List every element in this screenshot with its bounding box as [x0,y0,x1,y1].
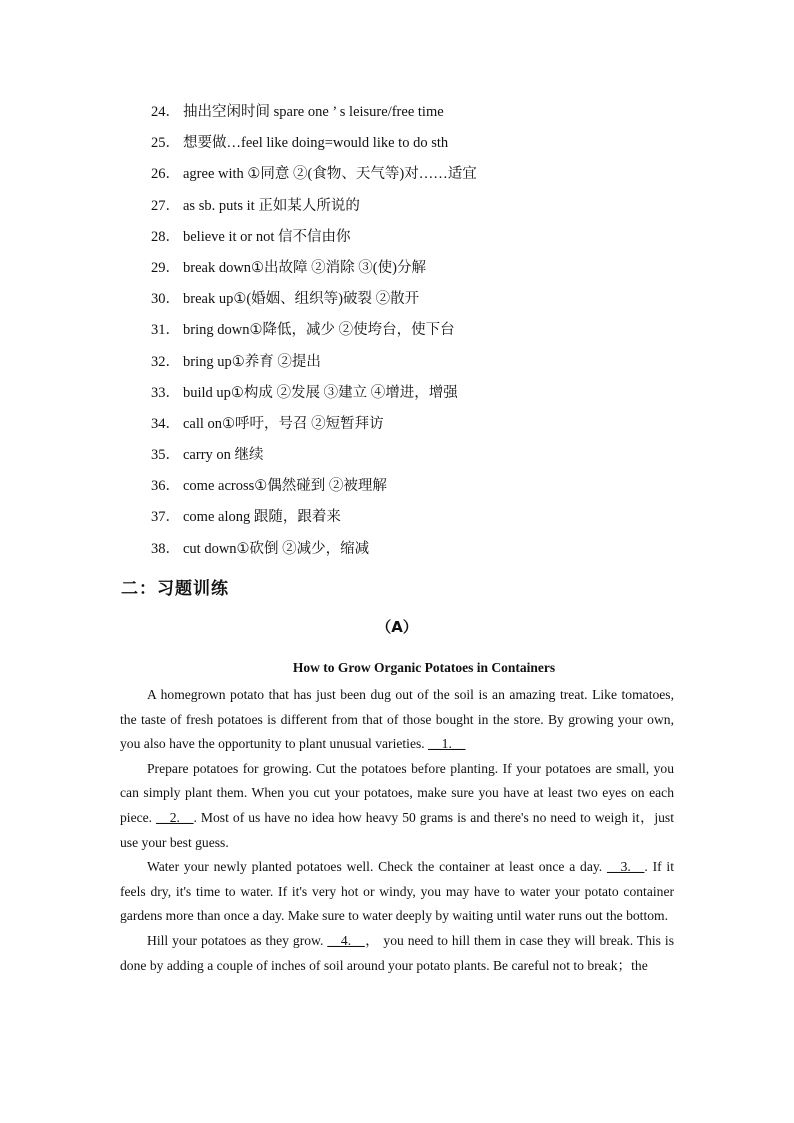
phrase-number: 26． [151,166,180,183]
phrase-number: 34． [151,415,180,432]
phrase-number: 29． [151,259,180,276]
phrase-text: 抽出空闲时间 spare one ’ s leisure/free time [183,104,444,120]
paragraph [120,929,674,978]
phrase-number: 25． [151,135,180,152]
phrase-item [151,194,711,225]
phrase-text: call on①呼吁，号召 ②短暂拜访 [183,415,384,432]
phrase-item [151,162,711,193]
phrase-text: believe it or not 信不信由你 [183,228,351,245]
phrase-item [151,318,711,349]
phrase-number: 30． [151,291,180,308]
phrase-text: break up①(婚姻、组织等)破裂 ②散开 [183,291,420,308]
answer-blank: __1.__ [428,736,466,752]
phrase-item [151,537,711,568]
paragraph [120,855,674,929]
phrase-text: build up①构成 ②发展 ③建立 ④增进，增强 [183,384,458,401]
phrase-item [151,350,711,381]
phrase-text: cut down①砍倒 ②减少，缩减 [183,540,370,557]
paragraph-text: A homegrown potato that has just been dug out of the soil is an amazing treat. Like tomatoes, the taste of fresh potatoes is different from that of those bought in the store. By growing your own, you also have the opportunity to plant unusual varieties. [120,687,674,752]
phrase-number: 33． [151,384,180,401]
phrase-number: 35． [151,447,180,464]
paragraph-text: . If it feels dry, it's time to water. If it's very hot or windy, you may have to water your potato container gardens more than once a day. Make sure to water deeply by waiting until water runs out the bottom. [120,859,674,924]
phrase-text: 想要做…feel like doing=would like to do sth [183,135,449,152]
phrase-text: agree with ①同意 ②(食物、天气等)对……适宜 [183,166,477,183]
phrase-number: 36． [151,478,180,495]
article-body [120,683,674,978]
paragraph-text: Hill your potatoes as they grow. [147,932,328,948]
paragraph [120,757,674,855]
phrase-text: carry on 继续 [183,447,264,464]
paragraph [120,683,674,757]
phrase-item [151,131,711,162]
phrase-number: 38． [151,540,180,557]
phrase-text: break down①出故障 ②消除 ③(使)分解 [183,259,426,276]
paragraph-text: ， you need to hill them in case they will break. This is done by adding a couple of inches of soil around your potato plants. Be careful not to break；the [120,932,675,973]
section-heading: 二：习题训练 [121,579,229,599]
phrase-number: 31． [151,322,180,339]
phrase-number: 27． [151,197,180,214]
phrase-item [151,381,711,412]
phrase-number: 24． [151,104,180,120]
phrase-item [151,443,711,474]
phrase-item [151,287,711,318]
paragraph-text: Prepare potatoes for growing. Cut the potatoes before planting. If your potatoes are small, you can simply plant them. When you cut your potatoes, make sure you have at least two eyes on each piece. [120,760,674,825]
answer-blank: __4.__ [327,932,365,948]
phrase-item [151,412,711,443]
paragraph-text: Water your newly planted potatoes well. Check the container at least once a day. [147,859,607,875]
phrase-text: bring down①降低，减少 ②使垮台，使下台 [183,322,455,339]
phrase-number: 28． [151,228,180,245]
part-label: （A） [376,618,418,636]
phrase-item [151,225,711,256]
phrase-number: 37． [151,509,180,526]
phrase-list [151,100,711,568]
paragraph-text: . Most of us have no idea how heavy 50 grams is and there's no need to weigh it，just use your best guess. [120,809,674,850]
phrase-item [151,505,711,536]
phrase-item [151,474,711,505]
article-title: How to Grow Organic Potatoes in Containers [292,660,556,675]
answer-blank: __2.__ [156,809,194,825]
answer-blank: __3.__ [607,859,645,875]
phrase-item [151,100,711,131]
phrase-text: come across①偶然碰到 ②被理解 [183,478,387,495]
phrase-number: 32． [151,353,180,370]
phrase-text: bring up①养育 ②提出 [183,353,321,370]
phrase-text: come along 跟随，跟着来 [183,509,341,526]
phrase-item [151,256,711,287]
phrase-text: as sb. puts it 正如某人所说的 [183,197,360,214]
